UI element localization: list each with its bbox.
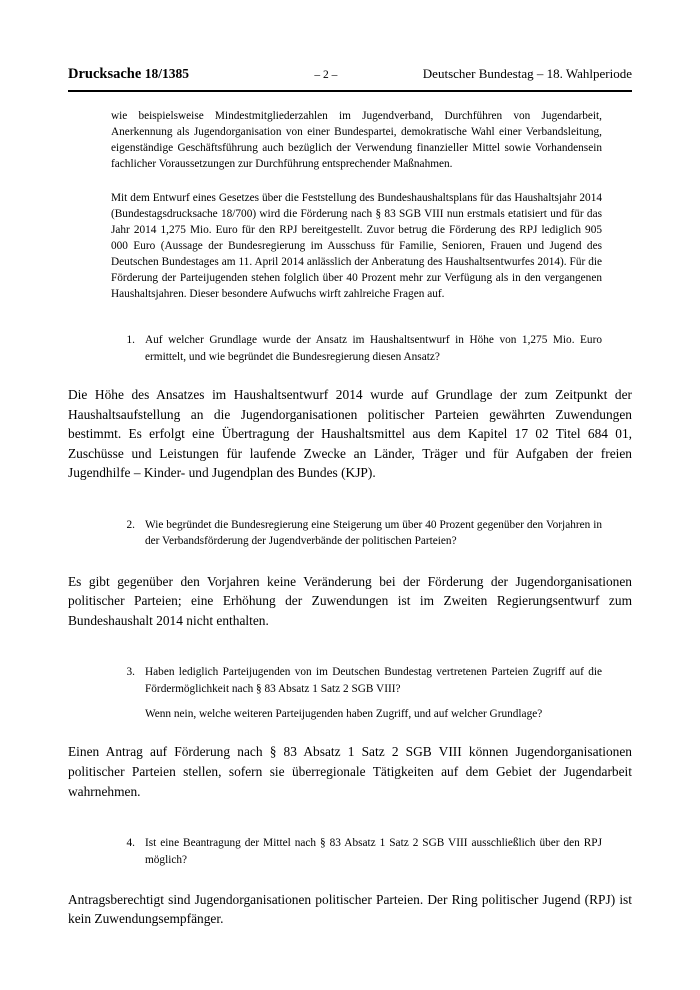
answer-text-4: Antragsberechtigt sind Jugendorganisationen politischer Parteien. Der Ring politischer Jugend (RPJ) ist kein Zuwendungsempfänger. bbox=[68, 891, 632, 927]
spacer bbox=[68, 630, 634, 664]
spacer bbox=[68, 722, 634, 742]
document-reference bbox=[68, 66, 189, 83]
question-text: Ist eine Beantragung der Mittel nach § 83 Absatz 1 Satz 2 SGB VIII ausschließlich über den RPJ möglich? bbox=[145, 837, 602, 866]
answer-text-1: Die Höhe des Ansatzes im Haushaltsentwurf 2014 wurde auf Grundlage der zum Zeitpunkt der Haushaltsaufstellung an die Jugendorganisationen politischer Parteien gewährten Zuwendungen bestimmt. Es erfolgt eine Übertragung der Haushaltsmittel aus dem Kapitel 17 02 Titel 684 01, Zuschüsse und Leistungen für laufende Zwecke an Länder, Träger und für Aufgaben der freien Jugendhilfe – Kinder- und Jugendplan des Bundes (KJP). bbox=[68, 387, 632, 481]
question-main: Haben lediglich Parteijugenden von im Deutschen Bundestag vertretenen Parteien Zugriff auf die Fördermöglichkeit nach § 83 Absatz 1 Satz 2 SGB VIII? bbox=[145, 666, 602, 695]
question-number: 1. bbox=[126, 334, 135, 347]
question-item-1 bbox=[111, 332, 602, 365]
parliament-term-label: Deutscher Bundestag – 18. Wahlperiode bbox=[422, 66, 632, 81]
spacer bbox=[68, 365, 634, 385]
spacer bbox=[68, 483, 634, 517]
question-item-3 bbox=[111, 664, 602, 722]
answer-text-3: Einen Antrag auf Förderung nach § 83 Absatz 1 Satz 2 SGB VIII können Jugendorganisationen politischer Parteien stellen, sofern sie überregionale Tätigkeiten auf dem Gebiet der Jugendarbeit wahrnehmen. bbox=[68, 744, 632, 799]
question-text: Auf welcher Grundlage wurde der Ansatz im Haushaltsentwurf in Höhe von 1,275 Mio. Euro ermittelt, und wie begründet die Bundesregierung diesen Ansatz? bbox=[145, 334, 602, 363]
spacer bbox=[68, 801, 634, 835]
spacer bbox=[68, 550, 634, 572]
document-number: 1385 bbox=[161, 66, 189, 81]
question-text: Wie begründet die Bundesregierung eine Steigerung um über 40 Prozent gegenüber den Vorjahren in der Verbandsförderung der Jugendverbände der politischen Parteien? bbox=[145, 518, 602, 548]
intro-paragraph-2: Mit dem Entwurf eines Gesetzes über die Feststellung des Bundeshaushaltsplans für das Haushaltsjahr 2014 (Bundestagsdrucksache 18/700) wird die Förderung nach § 83 SGB VIII nun erstmals etatisiert und für das Jahr 2014 1,275 Mio. Euro für den RPJ bereitgestellt. Zuvor betrug die Förderung des RPJ lediglich 905 000 Euro (Aussage der Bundesregierung im Ausschuss für Familie, Senioren, Frauen und Jugend des Deutschen Bundestages am 11. April 2014 anlässlich der Anberatung des Haushaltsentwurfes 2014). Für die Förderung der Parteijugenden stehen folglich über 40 Prozent mehr zur Verfügung als in den vergangenen Haushaltsjahren. Dieser besondere Aufwuchs wirft zahlreiche Fragen auf. bbox=[111, 192, 602, 301]
spacer bbox=[68, 868, 634, 890]
question-number: 2. bbox=[126, 518, 135, 531]
document-label: Drucksache bbox=[68, 66, 142, 82]
page-number-marker: – 2 – bbox=[314, 69, 338, 81]
question-number: 4. bbox=[126, 837, 135, 850]
question-subtext: Wenn nein, welche weiteren Parteijugenden haben Zugriff, und auf welcher Grundlage? bbox=[145, 708, 543, 721]
spacer bbox=[68, 172, 634, 190]
answer-text-2: Es gibt gegenüber den Vorjahren keine Veränderung bei der Förderung der Jugendorganisationen politischer Parteien; eine Erhöhung der Zuwendungen ist im Zweiten Regierungsentwurf zum Bundeshaushalt 2014 nicht enthalten. bbox=[68, 573, 632, 628]
page-header bbox=[68, 66, 632, 83]
question-item-2 bbox=[111, 517, 602, 550]
intro-paragraph-1: wie beispielsweise Mindestmitgliederzahlen im Jugendverband, Durchführen von Jugendarbeit, Anerkennung als Jugendorganisation von einer Bundespartei, demokratische Wahl einer Verbandsleitung, eigenständige Geschäftsführung auch bezüglich der Verwendung finanzieller Mittel sowie Vorhandensein fachlicher Voraussetzungen zur Durchführung entsprechender Maßnahmen. bbox=[111, 110, 602, 171]
header-divider bbox=[68, 90, 632, 92]
document-number-prefix: 18/ bbox=[144, 66, 162, 81]
question-item-4 bbox=[111, 835, 602, 868]
document-body bbox=[68, 108, 634, 929]
spacer bbox=[68, 302, 634, 332]
question-number: 3. bbox=[126, 666, 135, 679]
question-text bbox=[145, 664, 602, 722]
